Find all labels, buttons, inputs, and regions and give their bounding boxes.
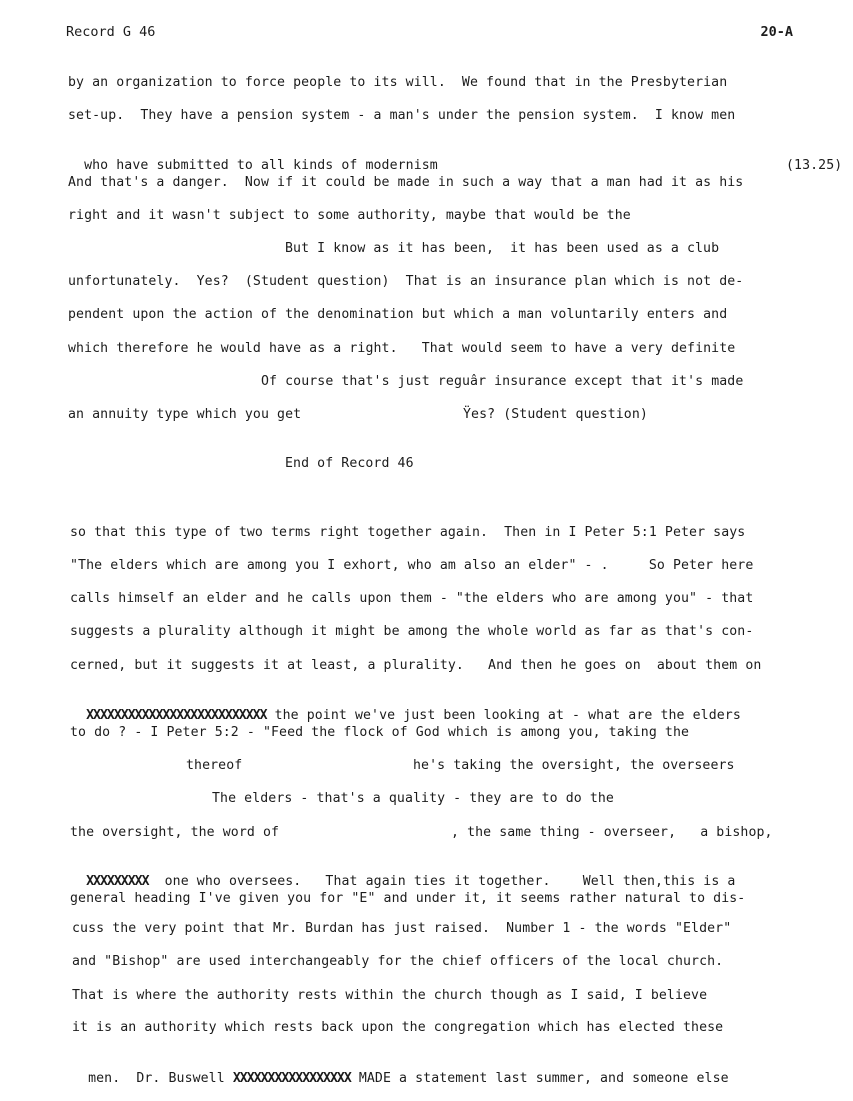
- text-line: the oversight, the word of: [70, 825, 280, 840]
- section-end-heading: End of Record 46: [285, 456, 414, 471]
- text-line: [68, 142, 843, 174]
- text-line: he's taking the oversight, the overseers: [413, 758, 735, 773]
- text-line-content: one who oversees. That again ties it together. Well then,this is a: [148, 874, 736, 889]
- text-line: so that this type of two terms right together again. Then in I Peter 5:1 Peter says: [70, 525, 746, 540]
- text-line: , the same thing - overseer, a bishop,: [451, 825, 773, 840]
- text-line: thereof: [186, 758, 243, 773]
- text-line: an annuity type which you get: [68, 407, 302, 422]
- text-line: general heading I've given you for "E" and under it, it seems rather natural to dis-: [70, 891, 746, 906]
- text-line: which therefore he would have as a right. That would seem to have a very definite: [68, 341, 736, 356]
- text-line: The elders - that's a quality - they are to do the: [212, 791, 614, 806]
- text-line: and "Bishop" are used interchangeably for the chief officers of the local church.: [72, 954, 724, 969]
- text-line: [70, 858, 735, 890]
- text-line: right and it wasn't subject to some authority, maybe that would be the: [68, 208, 631, 223]
- text-line: it is an authority which rests back upon the congregation which has elected these: [72, 1020, 724, 1035]
- struck-out-text: XXXXXXXXXXXXXXXXXXXXXXXXXX: [86, 708, 267, 723]
- text-line: to do ? - I Peter 5:2 - "Feed the flock of God which is among you, taking the: [70, 725, 690, 740]
- text-line-content: MADE a statement last summer, and someone else: [350, 1071, 729, 1086]
- text-line: set-up. They have a pension system - a man's under the pension system. I know men: [68, 108, 736, 123]
- struck-out-text: XXXXXXXXX: [86, 874, 149, 889]
- record-label: Record G 46: [66, 24, 156, 40]
- text-line: [70, 692, 741, 724]
- text-line: That is where the authority rests within the church though as I said, I believe: [72, 988, 708, 1003]
- text-line: Of course that's just reguâr insurance except that it's made: [261, 374, 744, 389]
- text-line: cuss the very point that Mr. Burdan has just raised. Number 1 - the words "Elder": [72, 921, 732, 936]
- page-number: 20-A: [760, 24, 793, 40]
- text-line-content: men. Dr. Buswell: [88, 1071, 233, 1086]
- text-line: But I know as it has been, it has been used as a club: [285, 241, 720, 256]
- timestamp: (13.25): [786, 158, 843, 173]
- text-line: [72, 1055, 729, 1087]
- text-line: calls himself an elder and he calls upon them - "the elders who are among you" - that: [70, 591, 754, 606]
- text-line: cerned, but it suggests it at least, a plurality. And then he goes on about them on: [70, 658, 762, 673]
- text-line: "The elders which are among you I exhort, who am also an elder" - . So Peter here: [70, 558, 754, 573]
- text-line: pendent upon the action of the denomination but which a man voluntarily enters and: [68, 307, 728, 322]
- struck-out-text: XXXXXXXXXXXXXXXXX: [232, 1071, 351, 1086]
- text-line: unfortunately. Yes? (Student question) That is an insurance plan which is not de-: [68, 274, 744, 289]
- text-line-content: who have submitted to all kinds of modernism: [84, 158, 438, 173]
- text-line: suggests a plurality although it might be among the whole world as far as that's con-: [70, 624, 754, 639]
- text-line: And that's a danger. Now if it could be made in such a way that a man had it as his: [68, 175, 744, 190]
- text-line: Ÿes? (Student question): [463, 407, 648, 422]
- text-line: by an organization to force people to its will. We found that in the Presbyterian: [68, 75, 728, 90]
- text-line-content: the point we've just been looking at - what are the elders: [266, 708, 741, 723]
